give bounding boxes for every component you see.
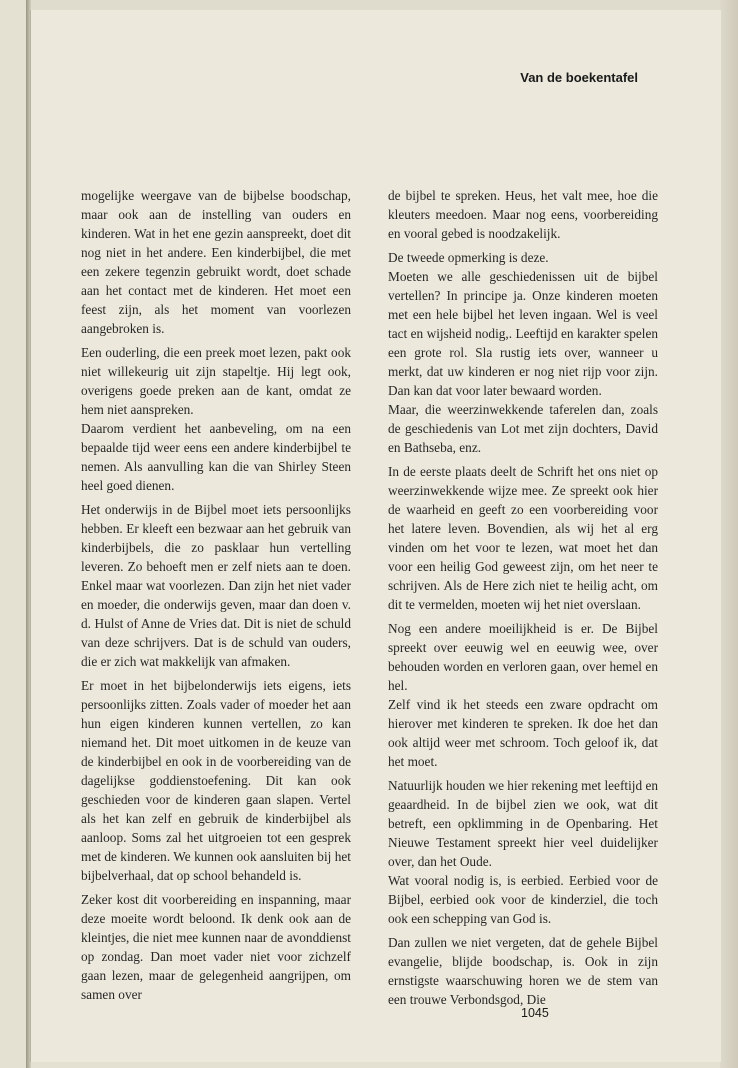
paragraph: Dan zullen we niet vergeten, dat de gehele Bijbel evangelie, blijde boodschap, is. Ook in zijn ernstigste waarschuwing horen we de stem van een trouwe Verbondsgod, Die	[388, 935, 658, 1007]
paragraph: Een ouderling, die een preek moet lezen, pakt ook niet willekeurig uit zijn stapeltje. Hij legt ook, overigens goede preken aan de kant, omdat ze hem niet aanspreken.	[81, 345, 351, 417]
paragraph: Zeker kost dit voorbereiding en inspanning, maar deze moeite wordt beloond. Ik denk ook aan de kleintjes, die niet mee kunnen naar de avonddienst op zondag. Dan moet vader niet voor zichzelf gaan lezen, maar de gelegenheid aangrijpen, om samen over	[81, 892, 351, 1002]
paragraph: Natuurlijk houden we hier rekening met leeftijd en geaardheid. In de bijbel zien we ook, wat dit betreft, een opklimming in de Openbaring. Het Nieuwe Testament spreekt hier veel duidelijker over, dan het Oude.	[388, 778, 658, 869]
paragraph: de bijbel te spreken. Heus, het valt mee, hoe die kleuters meedoen. Maar nog eens, voorbereiding en vooral gebed is noodzakelijk.	[388, 188, 658, 241]
paragraph: Het onderwijs in de Bijbel moet iets persoonlijks hebben. Er kleeft een bezwaar aan het gebruik van kinderbijbels, die zo pasklaar hun vertelling leveren. Zo behoeft men er zelf niets aan te doen. Enkel maar wat voorlezen. Dan zijn het niet vader en moeder, die onderwijs geven, maar dan doen v. d. Hulst of Anne de Vries dat. Dit is niet de schuld van deze schrijvers. Dat is de schuld van ouders, die er zich wat makkelijk van afmaken.	[81, 502, 351, 669]
paragraph: Maar, die weerzinwekkende taferelen dan, zoals de geschiedenis van Lot met zijn dochters, David en Bathseba, enz.	[388, 402, 658, 455]
page-right-edge	[720, 0, 738, 1068]
paragraph: Daarom verdient het aanbeveling, om na een bepaalde tijd weer eens een andere kinderbijbel te nemen. Als aanvulling kan die van Shirley Steen heel goed dienen.	[81, 421, 351, 493]
paragraph: Nog een andere moeilijkheid is er. De Bijbel spreekt over eeuwig wel en eeuwig wee, over behouden worden en verloren gaan, over hemel en hel.	[388, 621, 658, 693]
paragraph: In de eerste plaats deelt de Schrift het ons niet op weerzinwekkende wijze mee. Ze spreekt ook hier de waarheid en geeft zo een voorbereiding voor het latere leven. Bovendien, als wij het al erg vinden om het voor te lezen, wat moet het dan voor een heilig God geweest zijn, om het neer te schrijven. Als de Here zich niet te heilig acht, om dit te vermelden, moeten wij het niet overslaan.	[388, 464, 658, 612]
paragraph: Moeten we alle geschiedenissen uit de bijbel vertellen? In principe ja. Onze kinderen moeten met een hele bijbel het leven ingaan. Wel is veel tact en wijsheid nodig,. Leeftijd en karakter spelen een grote rol. Sla rustig iets over, wanneer u merkt, dat uw kinderen er nog niet rijp voor zijn. Dan kan dat voor later bewaard worden.	[388, 269, 658, 398]
paragraph: Wat vooral nodig is, is eerbied. Eerbied voor de Bijbel, eerbied ook voor de kinderziel, die toch ook een schepping van God is.	[388, 873, 658, 926]
paragraph: Er moet in het bijbelonderwijs iets eigens, iets persoonlijks zitten. Zoals vader of moeder het aan hun eigen kinderen kunnen vertellen, zo kan niemand het. Dit moet uitkomen in de keuze van de kinderbijbel en ook in de voorbereiding van de dagelijkse goddienstoefening. Dit kan ook geschieden voor de kinderen gaan slapen. Vertel als het kan zelf en gebruik de kinderbijbel als aanloop. Soms zal het uitgroeien tot een gesprek met de kinderen. We kunnen ook aansluiten bij het bijbelverhaal, dat op school behandeld is.	[81, 678, 351, 883]
paragraph: mogelijke weergave van de bijbelse boodschap, maar ook aan de instelling van ouders en kinderen. Wat in het ene gezin aanspreekt, doet dit nog niet in het andere. Een kinderbijbel, die met een zekere tegenzin gebruikt wordt, doet schade aan het contact met de kinderen. Het moet een feest zijn, als het moment van voorlezen aangebroken is.	[81, 188, 351, 336]
paragraph: De tweede opmerking is deze.	[388, 250, 549, 265]
left-column	[81, 186, 351, 1009]
page-number: 1045	[521, 1006, 549, 1020]
page-top-edge	[30, 0, 738, 10]
paragraph: Zelf vind ik het steeds een zware opdracht om hierover met kinderen te spreken. Ik doe het dan ook altijd weer met schroom. Toch geloof ik, dat het moet.	[388, 697, 658, 769]
right-column	[388, 186, 658, 1014]
running-header: Van de boekentafel	[520, 70, 638, 85]
